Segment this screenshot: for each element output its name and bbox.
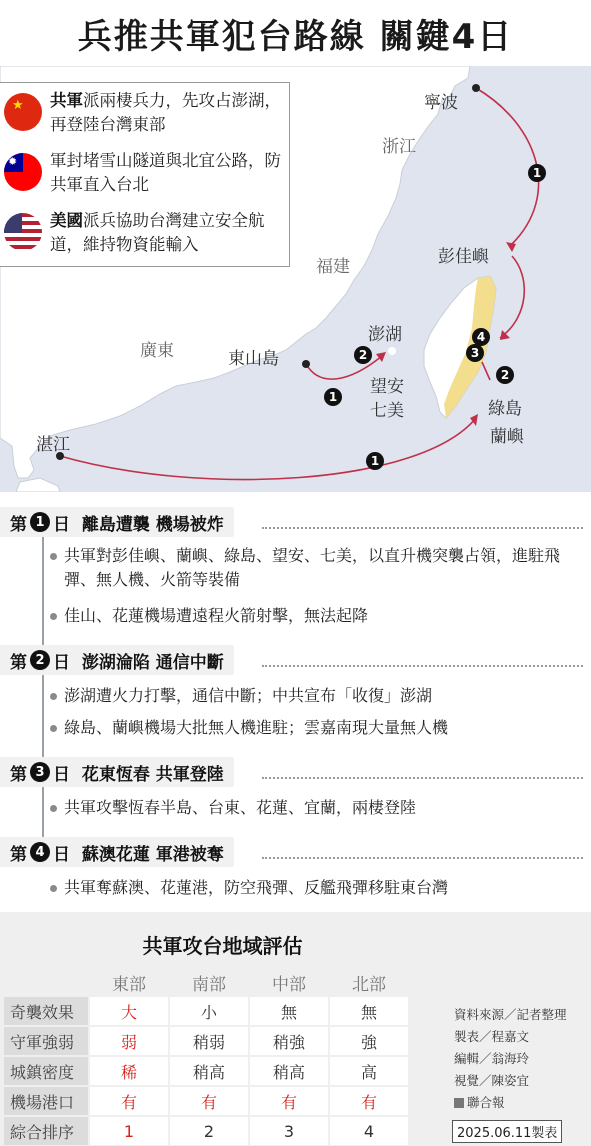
cell: 稍高 (170, 1057, 248, 1087)
cell: 2 (170, 1117, 248, 1146)
table-row (4, 1087, 408, 1117)
cell: 稀 (90, 1057, 168, 1087)
route-ludao-east (482, 362, 490, 380)
cell: 4 (330, 1117, 408, 1146)
row-label: 奇襲效果 (4, 997, 88, 1027)
table-row (4, 1057, 408, 1087)
timeline-line (42, 532, 44, 838)
day-1-item-2: 佳山、花蓮機場遭遠程火箭射擊，無法起降 (64, 604, 584, 628)
legend-item-taiwan (4, 149, 288, 197)
day-4-item-1: 共軍奪蘇澳、花蓮港，防空飛彈、反艦飛彈移駐東台灣 (64, 876, 584, 900)
column-header: 東部 (112, 974, 146, 995)
cell: 1 (90, 1117, 168, 1146)
cell: 弱 (90, 1027, 168, 1057)
route-marker: 3 (466, 344, 484, 362)
table-header-row (4, 967, 408, 997)
timeline (0, 492, 591, 912)
divider (262, 527, 583, 529)
route-ningbo-pengjia (476, 88, 539, 244)
cell: 強 (330, 1027, 408, 1057)
cell: 高 (330, 1057, 408, 1087)
day-heading: 第 4 日 蘇澳花蓮 軍港被奪 (0, 837, 234, 867)
route-marker: 1 (528, 164, 546, 182)
label-wangan: 望安 (370, 377, 404, 397)
brand (454, 1092, 567, 1114)
cell: 有 (170, 1087, 248, 1117)
penghu-island (388, 347, 396, 355)
page-title: 兵推共軍犯台路線 關鍵4日 (77, 16, 514, 57)
day-3-header (0, 756, 591, 788)
cell: 無 (250, 997, 328, 1027)
row-label: 守軍強弱 (4, 1027, 88, 1057)
table-row (4, 997, 408, 1027)
legend-panel (0, 82, 290, 267)
legend-text: 軍封堵雪山隧道與北宜公路，防共軍直入台北 (50, 151, 281, 194)
legend-text: 美國派兵協助台灣建立安全航道，維持物資能輸入 (50, 211, 265, 254)
day-1-item-1: 共軍對彭佳嶼、蘭嶼、綠島、望安、七美，以直升機突襲占領，進駐飛彈、無人機、火箭等裝備 (64, 544, 584, 592)
credit-line: 製表／程嘉文 (454, 1029, 530, 1044)
brand-name: 聯合報 (467, 1095, 505, 1110)
cell: 大 (90, 997, 168, 1027)
label-lanyu: 蘭嶼 (490, 427, 524, 447)
cell: 稍弱 (170, 1027, 248, 1057)
date-stamp: 2025.06.11製表 (452, 1120, 562, 1143)
credit-line: 資料來源／記者整理 (454, 1007, 567, 1022)
route-marker: 1 (324, 388, 342, 406)
table-row (4, 1117, 408, 1146)
credits (454, 1004, 567, 1114)
route-map (0, 66, 591, 492)
ningbo-dot (472, 84, 480, 92)
day-2-item-1: 澎湖遭火力打擊，通信中斷；中共宣布「收復」澎湖 (64, 684, 584, 708)
corner-cell (4, 967, 88, 997)
label-qimei: 七美 (370, 401, 404, 421)
route-marker: 1 (366, 452, 384, 470)
dongshan-dot (302, 360, 310, 368)
route-marker: 2 (496, 366, 514, 384)
header (0, 0, 591, 66)
assessment-title: 共軍攻台地域評估 (142, 934, 303, 958)
day-heading: 第 2 日 澎湖淪陷 通信中斷 (0, 645, 234, 675)
label-penghu: 澎湖 (368, 325, 402, 345)
credit-line: 視覺／陳姿宜 (454, 1073, 530, 1088)
column-header: 中部 (272, 974, 306, 995)
cell: 無 (330, 997, 408, 1027)
day-1-header (0, 506, 591, 538)
label-dongshan: 東山島 (228, 349, 279, 369)
cell: 有 (330, 1087, 408, 1117)
divider (262, 665, 583, 667)
label-ludao: 綠島 (488, 399, 522, 419)
legend-item-china (4, 89, 288, 137)
route-zhanjiang-ludao (60, 418, 476, 480)
label-pengjia: 彭佳嶼 (438, 247, 489, 267)
legend-item-us (4, 209, 288, 257)
day-2-header (0, 644, 591, 676)
assessment-section (0, 912, 591, 1146)
label-guangdong: 廣東 (140, 341, 174, 361)
divider (262, 857, 583, 859)
row-label: 機場港口 (4, 1087, 88, 1117)
assessment-table (2, 967, 410, 1146)
taiwan-flag-icon: ✹ (4, 153, 42, 191)
label-ningbo: 寧波 (424, 93, 458, 113)
label-zhejiang: 浙江 (382, 137, 416, 157)
route-pengjia-east (500, 256, 524, 338)
row-label: 綜合排序 (4, 1117, 88, 1146)
column-header: 北部 (352, 974, 386, 995)
cell: 有 (90, 1087, 168, 1117)
day-heading: 第 3 日 花東恆春 共軍登陸 (0, 757, 234, 787)
day-4-header (0, 836, 591, 868)
column-header: 南部 (192, 974, 226, 995)
cell: 稍高 (250, 1057, 328, 1087)
row-label: 城鎮密度 (4, 1057, 88, 1087)
cell: 3 (250, 1117, 328, 1146)
credit-line: 編輯／翁海玲 (454, 1051, 530, 1066)
divider (262, 777, 583, 779)
legend-text: 共軍派兩棲兵力，先攻占澎湖，再登陸台灣東部 (50, 91, 281, 134)
day-3-item-1: 共軍攻擊恆春半島、台東、花蓮、宜蘭，兩棲登陸 (64, 796, 584, 820)
hainan (16, 478, 60, 492)
route-marker: 2 (354, 346, 372, 364)
day-2-item-2: 綠島、蘭嶼機場大批無人機進駐；雲嘉南現大量無人機 (64, 716, 584, 740)
day-heading: 第 1 日 離島遭襲 機場被炸 (0, 507, 234, 537)
label-fujian: 福建 (316, 257, 350, 277)
cell: 有 (250, 1087, 328, 1117)
brand-square-icon (454, 1098, 464, 1108)
cell: 稍強 (250, 1027, 328, 1057)
china-flag-icon: ★ (4, 93, 42, 131)
route-marker: 4 (472, 328, 490, 346)
us-flag-icon (4, 213, 42, 251)
table-row (4, 1027, 408, 1057)
cell: 小 (170, 997, 248, 1027)
label-zhanjiang: 湛江 (36, 435, 70, 455)
